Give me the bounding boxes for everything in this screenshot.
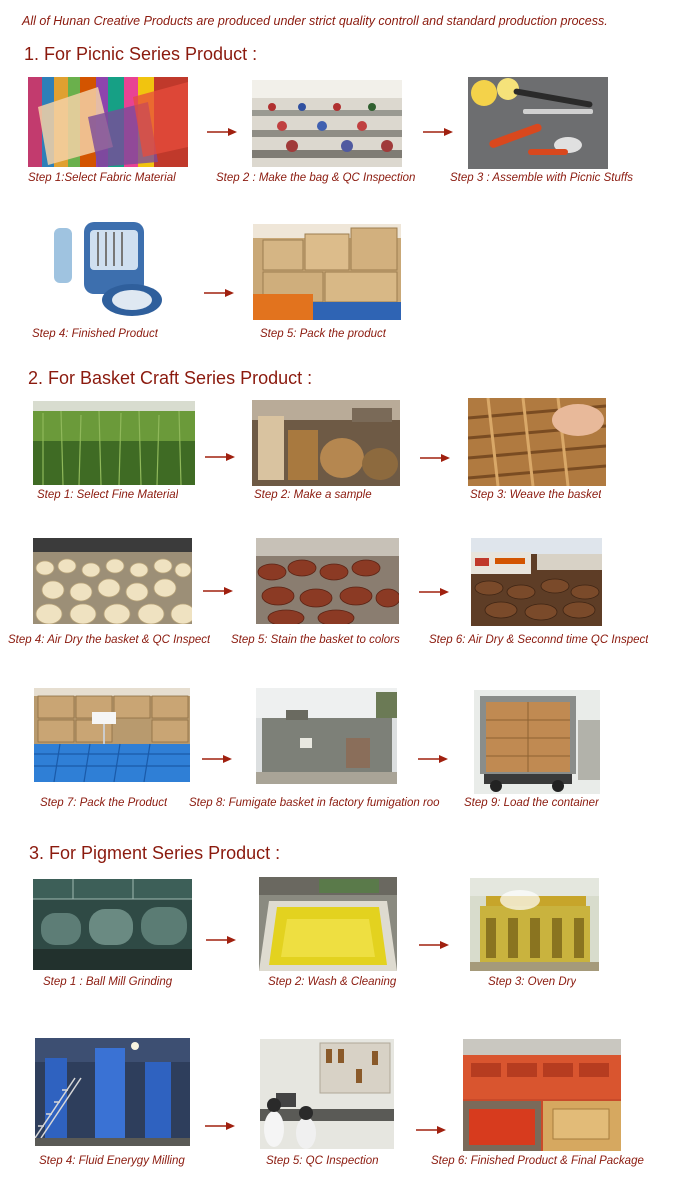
arrow-right-icon [416, 1125, 446, 1135]
section-title-pigment: 3. For Pigment Series Product : [29, 843, 281, 863]
caption-basket-step3: Step 3: Weave the basket [470, 489, 602, 501]
caption-pigment-step5: Step 5: QC Inspection [266, 1155, 379, 1167]
pigment-package-photo [463, 1039, 621, 1151]
drying-yard-photo [471, 538, 602, 626]
caption-basket-step1: Step 1: Select Fine Material [37, 489, 179, 501]
arrow-right-icon [204, 288, 234, 298]
caption-basket-step4: Step 4: Air Dry the basket & QC Inspect [8, 634, 211, 646]
caption-pigment-step4: Step 4: Fluid Enerygy Milling [39, 1155, 185, 1167]
ball-mill-photo [33, 879, 192, 970]
fumigation-building-photo [256, 688, 397, 784]
caption-picnic-step2: Step 2 : Make the bag & QC Inspection [216, 172, 416, 184]
arrow-right-icon [423, 127, 453, 137]
arrow-right-icon [205, 1121, 235, 1131]
picnic-backpack-photo [46, 218, 166, 320]
arrow-right-icon [419, 587, 449, 597]
drying-baskets-photo [33, 538, 192, 624]
weaving-hands-photo [468, 398, 606, 486]
willow-field-photo [33, 401, 195, 485]
caption-basket-step6: Step 6: Air Dry & Seconnd time QC Inspect [429, 634, 649, 646]
arrow-right-icon [420, 453, 450, 463]
fabric-rolls-photo [28, 77, 188, 167]
arrow-right-icon [207, 127, 237, 137]
caption-basket-step5: Step 5: Stain the basket to colors [231, 634, 400, 646]
qc-lab-photo [260, 1039, 394, 1149]
caption-picnic-step4: Step 4: Finished Product [32, 328, 158, 340]
arrow-right-icon [203, 586, 233, 596]
sewing-workshop-photo [252, 80, 402, 167]
caption-pigment-step2: Step 2: Wash & Cleaning [268, 976, 397, 988]
container-truck-photo [474, 690, 600, 794]
caption-basket-step8: Step 8: Fumigate basket in factory fumigation roo [189, 797, 440, 809]
section-title-basket: 2. For Basket Craft Series Product : [28, 368, 313, 388]
energy-mill-photo [35, 1038, 190, 1146]
caption-picnic-step5: Step 5: Pack the product [260, 328, 386, 340]
arrow-right-icon [419, 940, 449, 950]
caption-pigment-step1: Step 1 : Ball Mill Grinding [43, 976, 173, 988]
caption-basket-step7: Step 7: Pack the Product [40, 797, 168, 809]
oven-dryer-photo [470, 878, 599, 971]
cutlery-photo [468, 77, 608, 169]
caption-basket-step9: Step 9: Load the container [464, 797, 599, 809]
caption-picnic-step1: Step 1:Select Fabric Material [28, 172, 176, 184]
caption-pigment-step3: Step 3: Oven Dry [488, 976, 577, 988]
caption-basket-step2: Step 2: Make a sample [254, 489, 372, 501]
basket-samples-photo [252, 400, 400, 486]
carton-boxes-photo [253, 224, 401, 320]
pallets-warehouse-photo [34, 688, 190, 782]
wash-tank-photo [259, 877, 397, 971]
arrow-right-icon [202, 754, 232, 764]
caption-pigment-step6: Step 6: Finished Product & Final Package [431, 1155, 644, 1167]
caption-picnic-step3: Step 3 : Assemble with Picnic Stuffs [450, 172, 634, 184]
arrow-right-icon [206, 935, 236, 945]
arrow-right-icon [205, 452, 235, 462]
stained-baskets-photo [256, 538, 399, 624]
arrow-right-icon [418, 754, 448, 764]
section-title-picnic: 1. For Picnic Series Product : [24, 44, 258, 64]
intro-text: All of Hunan Creative Products are produced under strict quality controll and standard production process. [22, 14, 608, 28]
